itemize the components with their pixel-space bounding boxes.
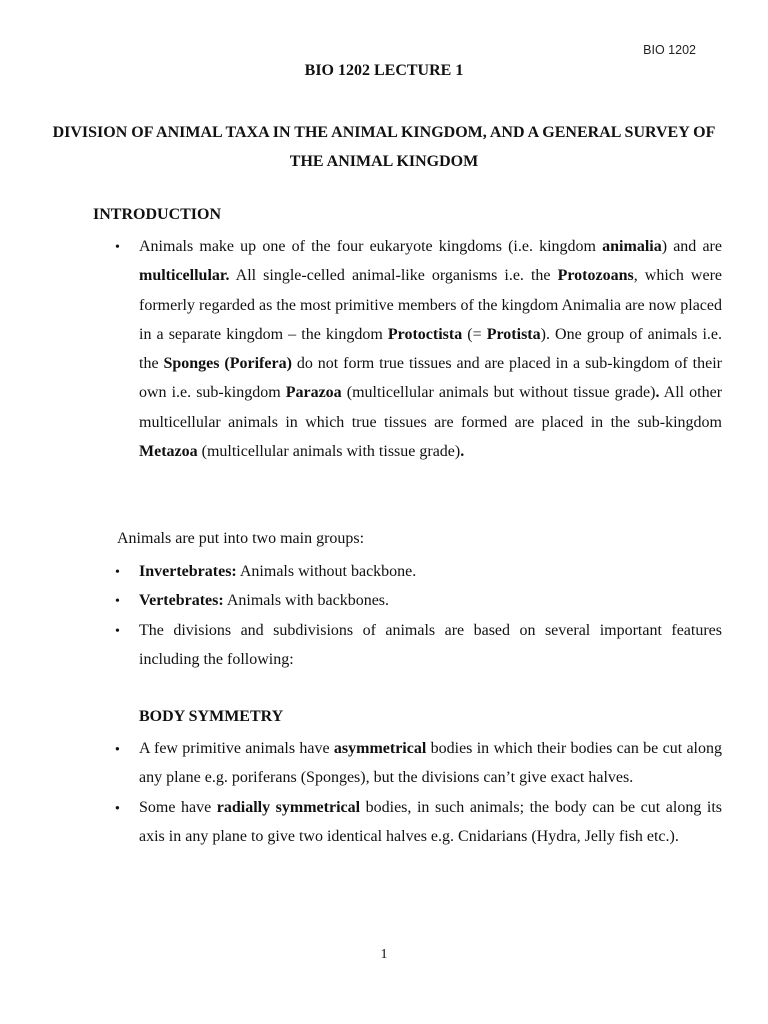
lecture-subtitle: DIVISION OF ANIMAL TAXA IN THE ANIMAL KINGDOM, AND A GENERAL SURVEY OF THE ANIMAL KINGDOM <box>52 124 716 170</box>
introduction-list <box>115 232 722 466</box>
bullet-icon <box>115 793 135 824</box>
groups-lead-text: Animals are put into two main groups: <box>117 530 365 547</box>
list-item-radial: ● Some have radially symmetrical bodies, in such animals; the body can be cut along its axis in any plane to give two identical halves e.g. Cnidarians (Hydra, Jelly fish etc.). <box>115 793 722 852</box>
groups-list <box>115 557 722 674</box>
list-item-asymmetrical: ● A few primitive animals have asymmetrical bodies in which their bodies can be cut along any plane e.g. poriferans (Sponges), but the divisions can’t give exact halves. <box>115 734 722 793</box>
bullet-icon <box>115 616 135 646</box>
list-item-divisions: • The divisions and subdivisions of animals are based on several important features including the following: <box>115 616 722 675</box>
section-heading-body-symmetry: BODY SYMMETRY <box>139 708 284 725</box>
bullet-icon <box>115 232 135 262</box>
list-item-invertebrates: • Invertebrates: Animals without backbone. <box>115 557 722 586</box>
page-number: 1 <box>380 947 388 962</box>
lecture-title: BIO 1202 LECTURE 1 <box>304 62 464 79</box>
body-symmetry-list <box>115 734 722 851</box>
section-heading-introduction: INTRODUCTION <box>93 206 222 223</box>
introduction-bullet-item: • Animals make up one of the four eukaryote kingdoms (i.e. kingdom animalia) and are multicellular. All single-celled animal-like organisms i.e. the Protozoans, which were formerly regarded as the most primitive members of the kingdom Animalia are now placed in a separate kingdom – the kingdom Protoctista (= Protista). One group of animals i.e. the Sponges (Porifera) do not form true tissues and are placed in a sub-kingdom of their own i.e. sub-kingdom Parazoa (multicellular animals but without tissue grade). All other multicellular animals in which true tissues are formed are placed in the sub-kingdom Metazoa (multicellular animals with tissue grade). <box>115 232 722 466</box>
list-item-vertebrates: • Vertebrates: Animals with backbones. <box>115 586 722 615</box>
running-header: BIO 1202 <box>643 43 696 57</box>
bullet-icon <box>115 557 135 587</box>
bullet-icon <box>115 734 135 765</box>
bullet-icon <box>115 586 135 616</box>
